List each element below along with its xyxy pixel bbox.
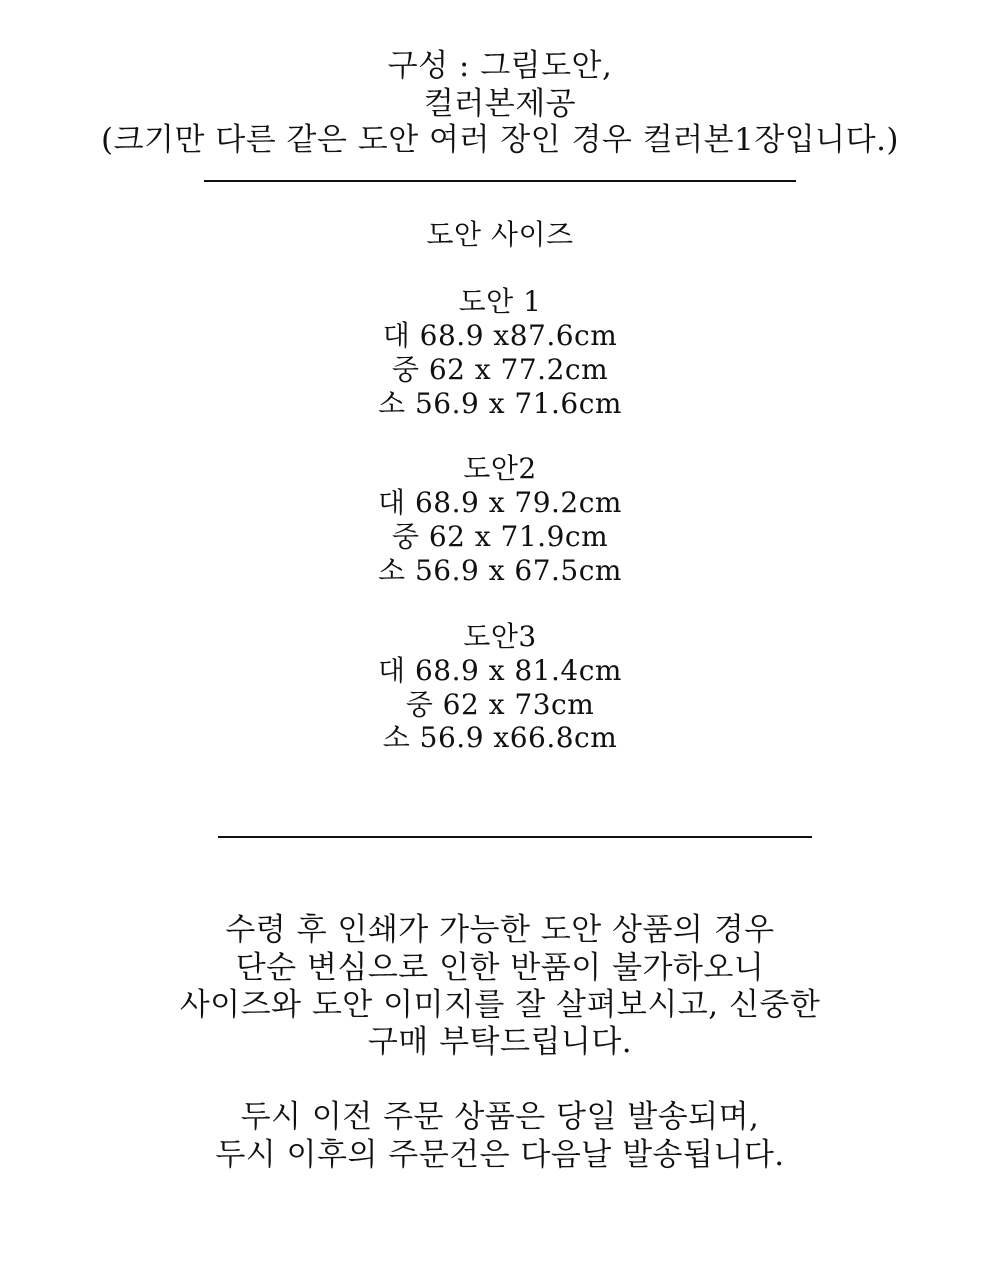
design-1-medium: 중 62 x 77.2cm [391, 353, 609, 386]
top-divider [204, 180, 796, 182]
return-policy-line: 사이즈와 도안 이미지를 잘 살펴보시고, 신중한 [179, 987, 821, 1023]
bottom-divider [218, 836, 812, 838]
composition-line: 구성 : 그림도안, [387, 48, 613, 84]
design-2-medium: 중 62 x 71.9cm [391, 520, 609, 553]
design-1-title: 도안 1 [458, 285, 542, 318]
design-2-small: 소 56.9 x 67.5cm [378, 554, 622, 587]
sizes-heading: 도안 사이즈 [426, 218, 574, 251]
design-1-large: 대 68.9 x87.6cm [382, 319, 618, 352]
return-policy-line: 수령 후 인쇄가 가능한 도안 상품의 경우 [225, 912, 775, 948]
design-2-large: 대 68.9 x 79.2cm [378, 486, 622, 519]
design-3-medium: 중 62 x 73cm [405, 688, 595, 721]
shipping-line: 두시 이후의 주문건은 다음날 발송됩니다. [215, 1137, 785, 1173]
design-2-title: 도안2 [463, 452, 537, 485]
design-3-title: 도안3 [463, 620, 537, 653]
color-copy-line: 컬러본제공 [423, 86, 577, 122]
design-1-small: 소 56.9 x 71.6cm [378, 387, 622, 420]
design-3-large: 대 68.9 x 81.4cm [378, 654, 622, 687]
return-policy-line: 구매 부탁드립니다. [367, 1024, 633, 1060]
note-line: (크기만 다른 같은 도안 여러 장인 경우 컬러본1장입니다.) [100, 122, 900, 158]
design-3-small: 소 56.9 x66.8cm [382, 721, 618, 754]
shipping-line: 두시 이전 주문 상품은 당일 발송되며, [240, 1099, 760, 1135]
return-policy-line: 단순 변심으로 인한 반품이 불가하오니 [235, 950, 765, 986]
